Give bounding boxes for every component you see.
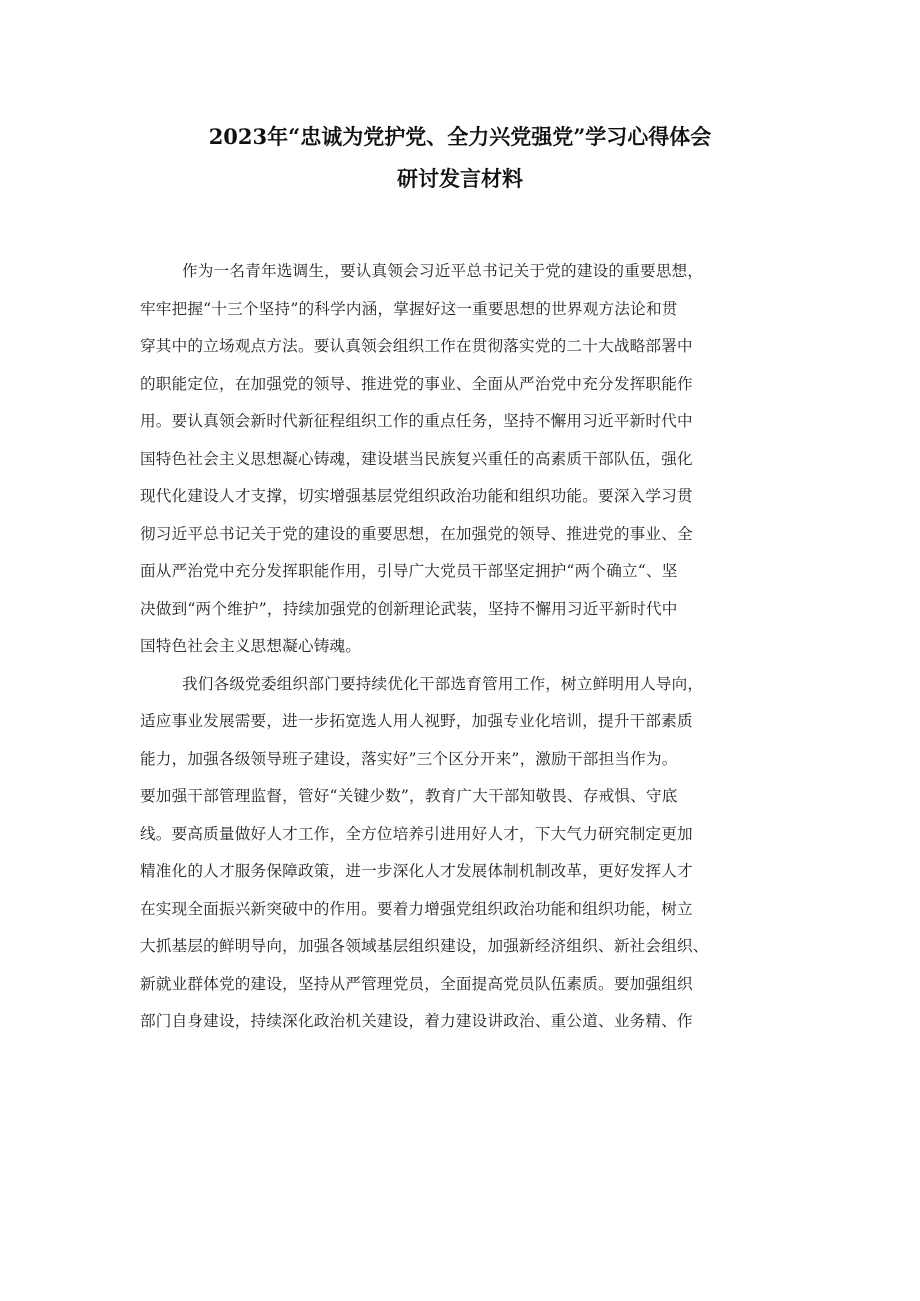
paragraph-line: 国特色社会主义思想凝心铸魂。 [140,637,362,655]
paragraph-line: 决做到“两个维护”，持续加强党的创新理论武装，坚持不懈用习近平新时代中 [140,599,678,618]
paragraph-line: 面从严治党中充分发挥职能作用，引导广大党员干部坚定拥护“两个确立“、坚 [140,562,678,580]
paragraph-line: 国特色社会主义思想凝心铸魂，建设堪当民族复兴重任的高素质干部队伍，强化 [140,449,693,468]
paragraph-line: 要加强干部管理监督，管好“关键少数”，教育广大干部知敬畏、存戒惧、守底 [140,787,678,805]
title-line-2: 研讨发言材料 [397,166,523,191]
paragraph-line: 能力，加强各级领导班子建设，落实好”三个区分开来”，激励干部担当作为。 [140,749,678,768]
paragraph-line: 牢牢把握“十三个坚持”的科学内涵，掌握好这一重要思想的世界观方法论和贯 [140,299,678,318]
paragraph-line: 作为一名青年选调生，要认真领会习近平总书记关于党的建设的重要思想， [182,262,704,280]
paragraph-line: 大抓基层的鲜明导向，加强各领域基层组织建设，加强新经济组织、新社会组织、 [140,937,709,955]
document-body [140,253,794,1041]
paragraph-line: 在实现全面振兴新突破中的作用。要着力增强党组织政治功能和组织功能，树立 [140,899,693,918]
paragraph-line: 的职能定位，在加强党的领导、推进党的事业、全面从严治党中充分发挥职能作 [140,374,693,393]
paragraph-line: 部门自身建设，持续深化政治机关建设，着力建设讲政治、重公道、业务精、作 [140,1012,693,1030]
paragraph-2 [140,666,794,1041]
paragraph-line: 精准化的人才服务保障政策，进一步深化人才发展体制机制改革，更好发挥人才 [140,862,693,880]
paragraph-line: 彻习近平总书记关于党的建设的重要思想，在加强党的领导、推进党的事业、全 [140,524,693,543]
paragraph-line: 现代化建设人才支撑，切实增强基层党组织政治功能和组织功能。要深入学习贯 [140,487,693,505]
title-line-1: 2023年“忠诚为党护党、全力兴党强党”学习心得体会 [208,124,712,149]
document-title [0,116,920,200]
paragraph-line: 穿其中的立场观点方法。要认真领会组织工作在贯彻落实党的二十大战略部署中 [140,337,693,355]
paragraph-1 [140,253,794,666]
paragraph-line: 线。要高质量做好人才工作，全方位培养引进用好人才，下大气力研究制定更加 [140,824,693,843]
paragraph-line: 适应事业发展需要，进一步拓宽选人用人视野，加强专业化培训，提升干部素质 [140,712,693,730]
paragraph-line: 用。要认真领会新时代新征程组织工作的重点任务，坚持不懈用习近平新时代中 [140,412,693,430]
paragraph-line: 新就业群体党的建设，坚持从严管理党员，全面提高党员队伍素质。要加强组织 [140,974,693,993]
paragraph-line: 我们各级党委组织部门要持续优化干部选育管用工作，树立鲜明用人导向， [182,674,704,693]
